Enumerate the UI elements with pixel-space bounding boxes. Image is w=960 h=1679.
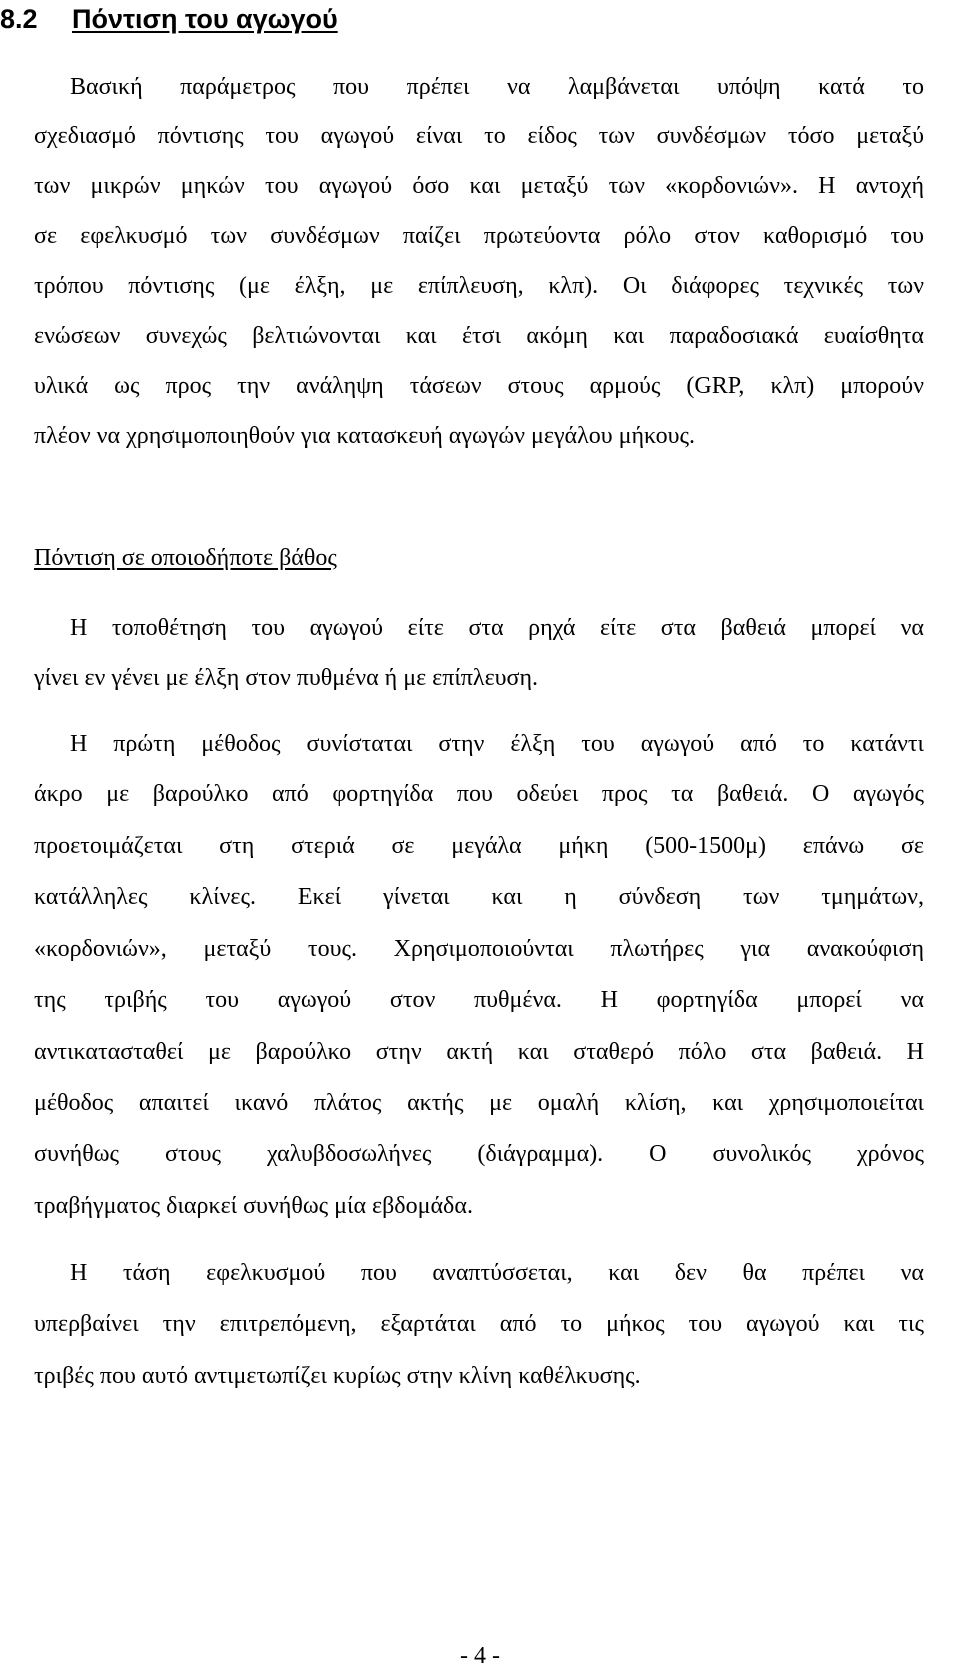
paragraph3-line-2: υπερβαίνει την επιτρεπόμενη, εξαρτάται από το μήκος του αγωγού και τις <box>34 1311 924 1337</box>
paragraph3-line-3: τριβές που αυτό αντιμετωπίζει κυρίως στην κλίνη καθέλκυσης. <box>34 1363 641 1389</box>
paragraph2-line-7: αντικατασταθεί με βαρούλκο στην ακτή και σταθερό πόλο στα βαθειά. Η <box>34 1039 924 1065</box>
paragraph2-line-1: Η πρώτη μέθοδος συνίσταται στην έλξη του αγωγού από το κατάντι <box>70 731 924 757</box>
intro-line-8: πλέον να χρησιμοποιηθούν για κατασκευή αγωγών μεγάλου μήκους. <box>34 423 696 449</box>
paragraph2-line-3: προετοιμάζεται στη στεριά σε μεγάλα μήκη (500-1500μ) επάνω σε <box>34 833 924 859</box>
paragraph2-line-4: κατάλληλες κλίνες. Εκεί γίνεται και η σύνδεση των τμημάτων, <box>34 884 924 910</box>
page-number: - 4 - <box>460 1643 500 1669</box>
paragraph2-line-5: «κορδονιών», μεταξύ τους. Χρησιμοποιούνται πλωτήρες για ανακούφιση <box>34 936 924 962</box>
intro-line-4: σε εφελκυσμό των συνδέσμων παίζει πρωτεύοντα ρόλο στον καθορισμό του <box>34 223 924 249</box>
paragraph2-line-6: της τριβής του αγωγού στον πυθμένα. Η φορτηγίδα μπορεί να <box>34 987 924 1013</box>
paragraph2-line-2: άκρο με βαρούλκο από φορτηγίδα που οδεύει προς τα βαθειά. Ο αγωγός <box>34 781 924 807</box>
intro-line-6: ενώσεων συνεχώς βελτιώνονται και έτσι ακόμη και παραδοσιακά ευαίσθητα <box>34 323 924 349</box>
section-number: 8.2 <box>0 4 38 34</box>
intro-line-5: τρόπου πόντισης (με έλξη, με επίπλευση, κλπ). Οι διάφορες τεχνικές των <box>34 273 924 299</box>
intro-line-1: Βασική παράμετρος που πρέπει να λαμβάνεται υπόψη κατά το <box>70 74 924 100</box>
intro-line-3: των μικρών μηκών του αγωγού όσο και μεταξύ των «κορδονιών». Η αντοχή <box>34 173 924 199</box>
paragraph2-line-10: τραβήγματος διαρκεί συνήθως μία εβδομάδα. <box>34 1193 473 1219</box>
section-heading <box>0 0 960 38</box>
section-title: Πόντιση του αγωγού <box>72 4 338 34</box>
subsection-title: Πόντιση σε οποιοδήποτε βάθος <box>34 545 337 571</box>
intro-line-7: υλικά ως προς την ανάληψη τάσεων στους αρμούς (GRP, κλπ) μπορούν <box>34 373 924 399</box>
paragraph2-line-9: συνήθως στους χαλυβδοσωλήνες (διάγραμμα). Ο συνολικός χρόνος <box>34 1141 924 1167</box>
paragraph1-line-1: Η τοποθέτηση του αγωγού είτε στα ρηχά είτε στα βαθειά μπορεί να <box>70 615 924 641</box>
paragraph3-line-1: Η τάση εφελκυσμού που αναπτύσσεται, και δεν θα πρέπει να <box>70 1260 924 1286</box>
intro-line-2: σχεδιασμό πόντισης του αγωγού είναι το είδος των συνδέσμων τόσο μεταξύ <box>34 123 924 149</box>
paragraph2-line-8: μέθοδος απαιτεί ικανό πλάτος ακτής με ομαλή κλίση, και χρησιμοποιείται <box>34 1090 924 1116</box>
paragraph1-line-2: γίνει εν γένει με έλξη στον πυθμένα ή με επίπλευση. <box>34 665 539 691</box>
